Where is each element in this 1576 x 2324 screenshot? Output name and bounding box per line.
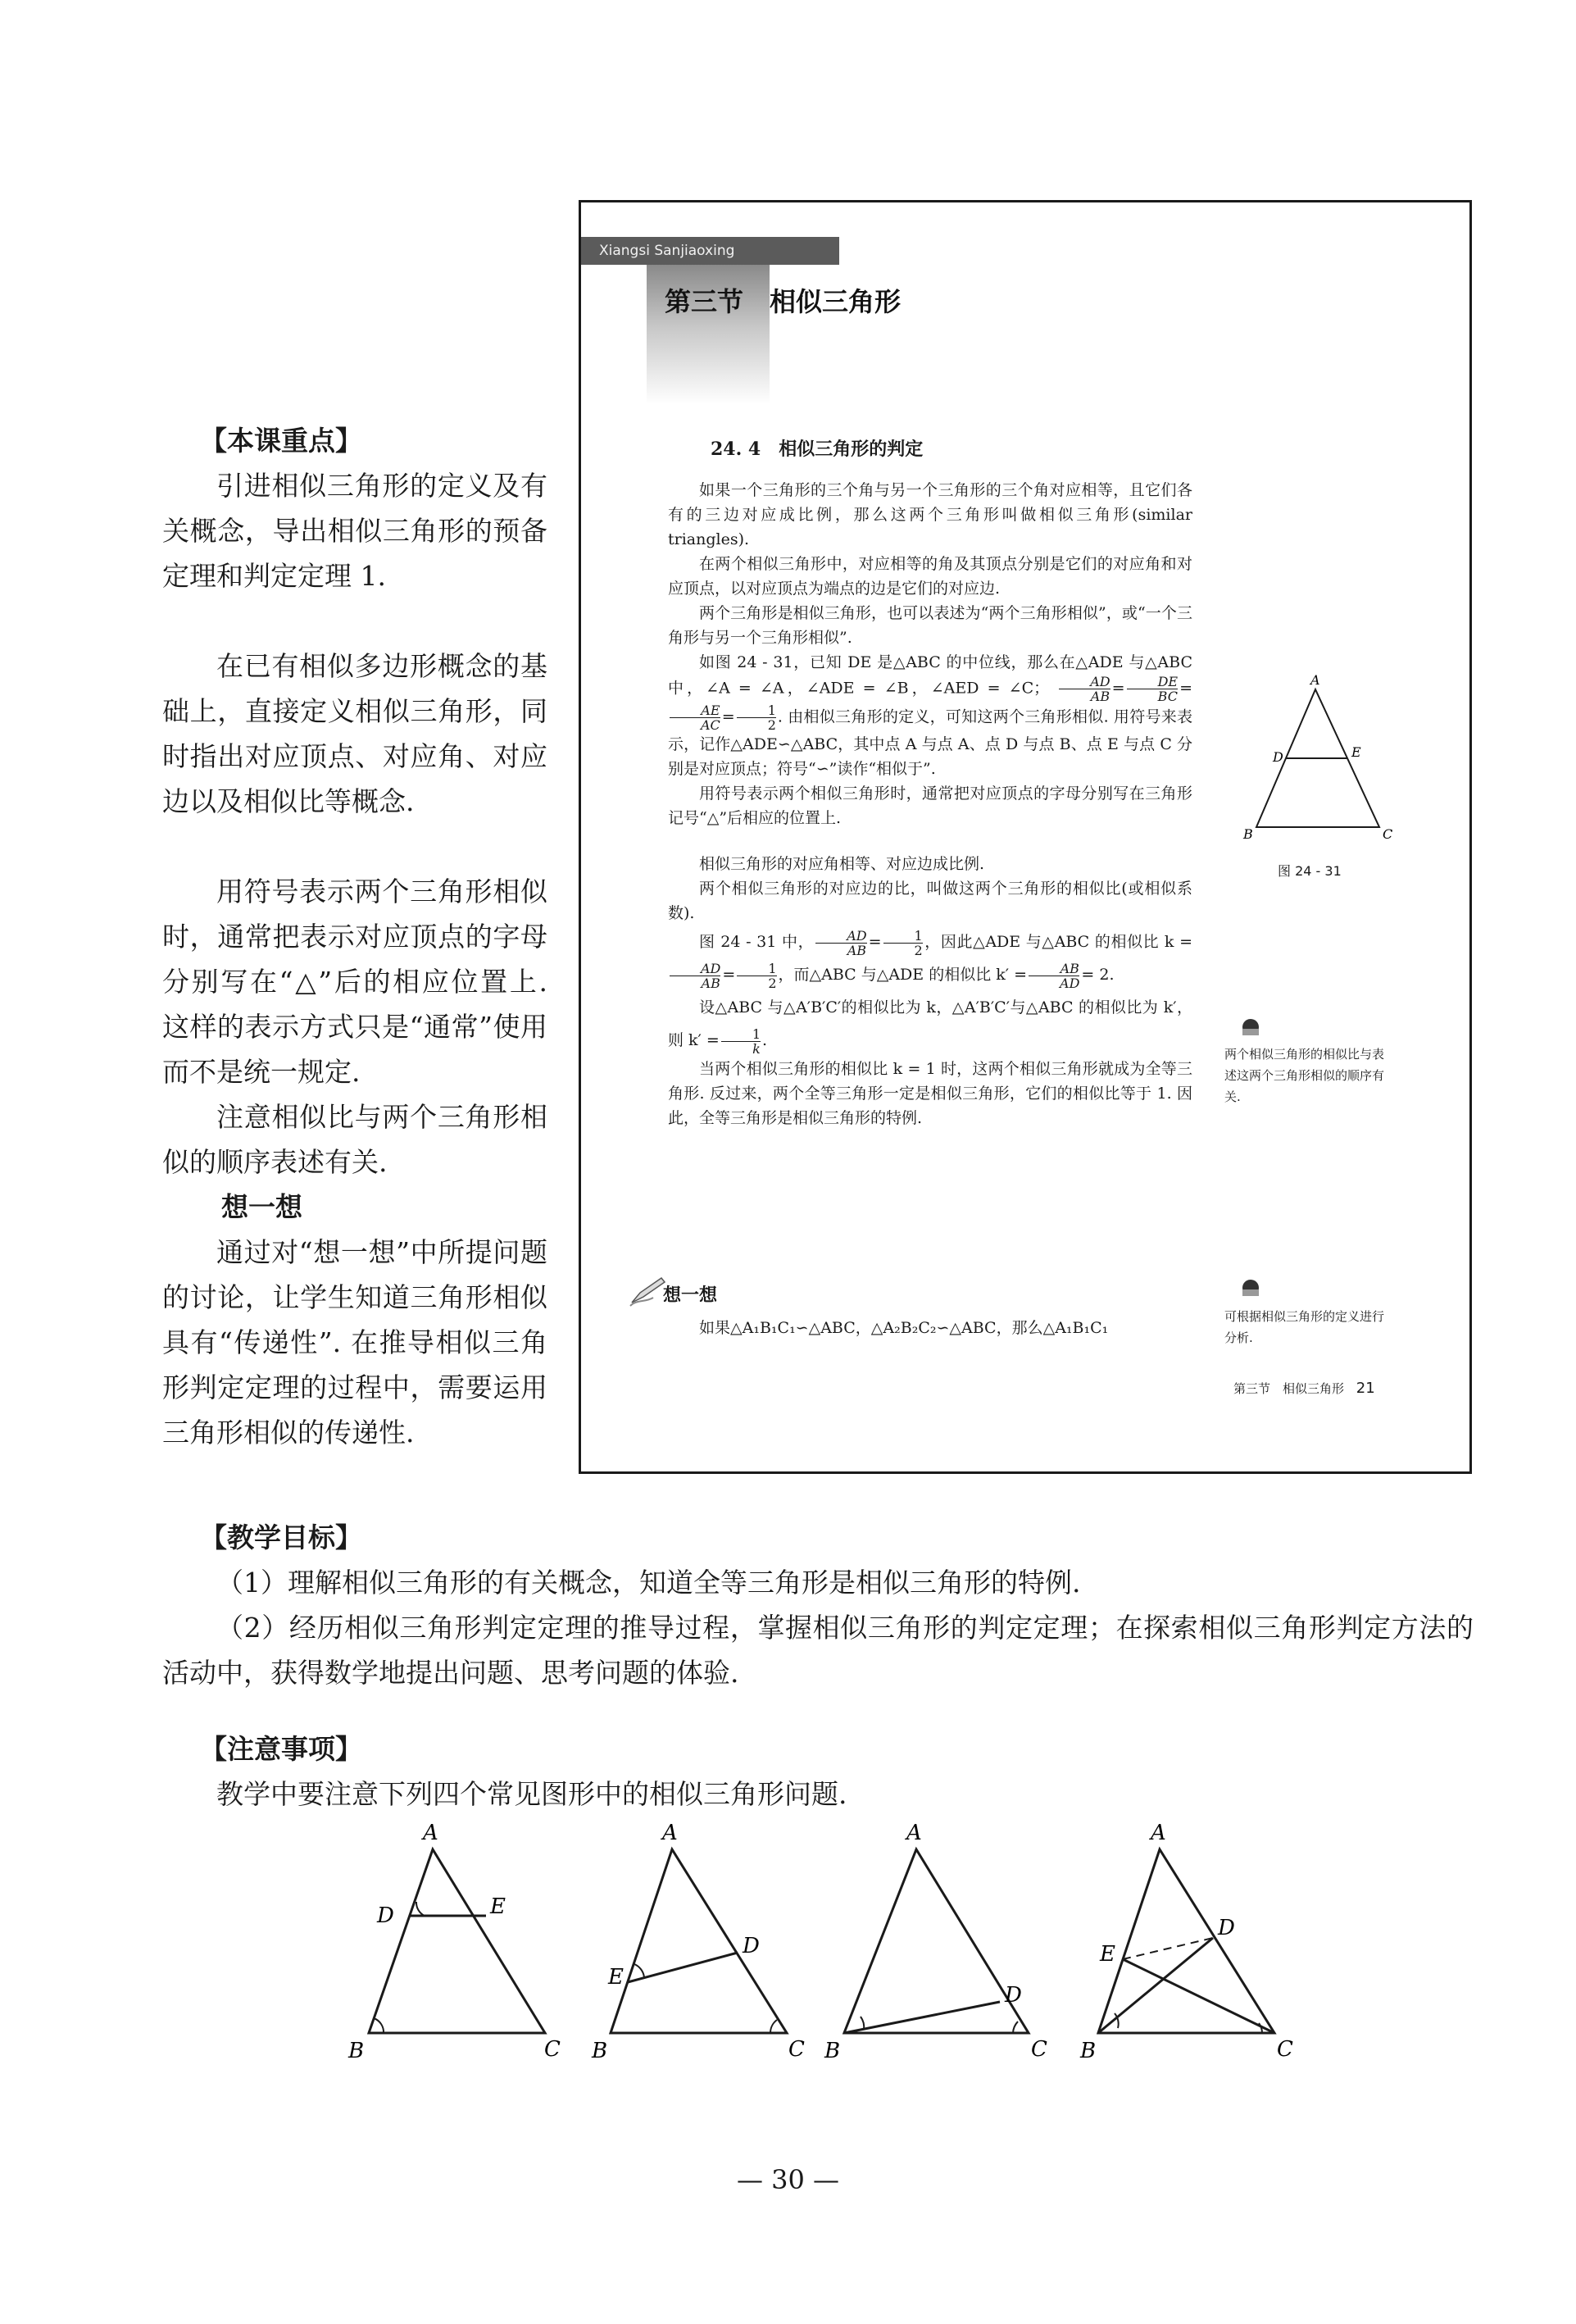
fraction-one-half: $\frac{1}{2}$ <box>737 703 776 732</box>
margin-note-2: 可根据相似三角形的定义进行分析. <box>1224 1309 1385 1345</box>
left-column <box>162 418 547 1455</box>
fig4-e: E <box>1100 1942 1115 1967</box>
four-figures <box>328 1820 1557 2090</box>
think-paragraph: 通过对“想一想”中所提问题的讨论，让学生知道三角形相似具有“传递性”. 在推导相似三角形判定定理的过程中，需要运用三角形相似的传递性. <box>162 1236 547 1449</box>
focus-paragraph-4: 注意相似比与两个三角形相似的顺序表述有关. <box>162 1101 547 1178</box>
fig1-e: E <box>490 1894 506 1919</box>
fig4-a: A <box>1151 1821 1166 1845</box>
focus-heading: 【本课重点】 <box>200 425 362 457</box>
vertex-e-label: E <box>1351 744 1361 760</box>
example-paragraph: 如图 24 - 31，已知 DE 是△ABC 的中位线，那么在△ADE 与△ABC 中，∠A = ∠A，∠ADE = ∠B，∠AED = ∠C； $\frac{AD}{AB}$ = $\frac{DE}{BC}$ = $\frac{AE}{AC}$ = $\frac{1}{2}$ . 由相似三角形的定义，可知这两个三角形相似. 用符号来表示，记作△ADE∽△ABC，其中点 A 与点 A、点 D 与点 B、点 E 与点 C 分别是对应顶点；符号“∽”读作“相似于”. <box>668 653 1192 778</box>
think-heading: 想一想 <box>221 1191 302 1223</box>
congruent-paragraph: 当两个相似三角形的相似比 k = 1 时，这两个相似三角形就成为全等三角形. 反过来，两个全等三角形一定是相似三角形，它们的相似比等于 1. 因此，全等三角形是相似三角形的特例. <box>668 1060 1192 1127</box>
fig2-a: A <box>662 1821 678 1845</box>
notes-heading: 【注意事项】 <box>200 1733 362 1765</box>
fig4-c: C <box>1277 2037 1293 2062</box>
section-title: 第三节 相似三角形 <box>665 286 902 317</box>
fraction-de-bc: $\frac{DE}{BC}$ <box>1127 675 1179 703</box>
expression-paragraph: 两个三角形是相似三角形，也可以表述为“两个三角形相似”，或“一个三角形与另一个三角形相似”. <box>668 604 1192 647</box>
fig4-d: D <box>1218 1916 1235 1940</box>
figure-3 <box>824 1821 1047 2063</box>
example-text-b: . 由相似三角形的定义，可知这两个三角形相似. 用符号来表示，记作△ADE∽△ABC，其中点 A 与点 A、点 D 与点 B、点 E 与点 C 分别是对应顶点；符号“∽”读作“相似于”. <box>668 707 1192 778</box>
focus-paragraph-3: 用符号表示两个三角形相似时，通常把表示对应顶点的字母分别写在“△”后的相应位置上. 这样的表示方式只是“通常”使用而不是统一规定. <box>162 875 547 1088</box>
inset-footer-text: 第三节 相似三角形 <box>1233 1381 1345 1396</box>
fraction-ae-ac: $\frac{AE}{AC}$ <box>670 703 720 732</box>
teaching-goals-section <box>162 1515 1474 1695</box>
property-paragraph: 相似三角形的对应角相等、对应边成比例. <box>699 855 985 873</box>
figure-4 <box>1079 1821 1293 2063</box>
notes-text: 教学中要注意下列四个常见图形中的相似三角形问题. <box>216 1778 847 1810</box>
goals-heading: 【教学目标】 <box>200 1521 362 1553</box>
fig1-d: D <box>377 1903 394 1928</box>
figure-caption: 图 24 - 31 <box>1278 863 1342 879</box>
definition-paragraph: 如果一个三角形的三个角与另一个三角形的三个角对应相等，且它们各有的三边对应成比例，那么这两个三角形叫做相似三角形(similar triangles). <box>668 481 1192 548</box>
vertex-a-label: A <box>1310 672 1320 688</box>
inset-page-number: 21 <box>1356 1380 1375 1397</box>
example-text-a: 如图 24 - 31，已知 DE 是△ABC 的中位线，那么在△ADE 与△ABC 中，∠A = ∠A，∠ADE = ∠B，∠AED = ∠C； <box>668 653 1192 698</box>
fig4-b: B <box>1080 2039 1097 2063</box>
note-icon-1 <box>1239 1016 1262 1037</box>
notation-paragraph: 用符号表示两个相似三角形时，通常把对应顶点的字母分别写在三角形记号“△”后相应的位置上. <box>668 785 1192 827</box>
goal-2: （2）经历相似三角形判定定理的推导过程，掌握相似三角形的判定定理；在探索相似三角形判定方法的活动中，获得数学地提出问题、思考问题的体验. <box>162 1612 1474 1689</box>
fig1-c: C <box>544 2037 561 2062</box>
pencil-icon <box>629 1275 666 1308</box>
vertex-b-label: B <box>1243 826 1253 842</box>
notes-section <box>162 1726 1474 1817</box>
goal-1: （1）理解相似三角形的有关概念，知道全等三角形是相似三角形的特例. <box>216 1567 1081 1599</box>
vertex-c-label: C <box>1383 826 1393 842</box>
pinyin-banner: Xiangsi Sanjiaoxing <box>581 237 839 265</box>
subsection-title: 24. 4 相似三角形的判定 <box>711 439 924 460</box>
think-title: 想一想 <box>663 1285 718 1306</box>
fig2-b: B <box>592 2039 608 2063</box>
correspondence-paragraph: 在两个相似三角形中，对应相等的角及其顶点分别是它们的对应角和对应顶点，以对应顶点为端点的边是它们的对应边. <box>668 555 1192 598</box>
fig1-a: A <box>423 1821 438 1845</box>
textbook-page-inset <box>579 200 1472 1474</box>
focus-paragraph-1: 引进相似三角形的定义及有关概念，导出相似三角形的预备定理和判定定理 1. <box>162 470 547 592</box>
inset-footer <box>1233 1380 1375 1397</box>
fig2-c: C <box>788 2037 805 2062</box>
ratio-example-paragraph: 图 24 - 31 中， $\frac{AD}{AB}$ = $\frac{1}{2}$ ，因此△ADE 与△ABC 的相似比 k = $\frac{AD}{AB}$ = $\frac{1}{2}$ ，而△ABC 与△ADE 的相似比 k′ = $\frac{AB}{AD}$ = 2. <box>668 926 1192 991</box>
reciprocal-paragraph: 设△ABC 与△A′B′C′的相似比为 k，△A′B′C′与△ABC 的相似比为 k′，则 k′ = $\frac{1}{k}$ . <box>668 998 1192 1057</box>
figure-2 <box>591 1821 805 2063</box>
fig3-b: B <box>824 2039 841 2063</box>
fig3-a: A <box>906 1821 922 1845</box>
think-question: 如果△A₁B₁C₁∽△ABC，△A₂B₂C₂∽△ABC，那么△A₁B₁C₁ <box>699 1319 1109 1337</box>
fig3-c: C <box>1031 2037 1047 2062</box>
note-icon-2 <box>1239 1276 1262 1298</box>
ratio-definition-paragraph: 两个相似三角形的对应边的比，叫做这两个三角形的相似比(或相似系数). <box>668 880 1192 922</box>
fig2-e: E <box>608 1965 624 1990</box>
focus-paragraph-2: 在已有相似多边形概念的基础上，直接定义相似三角形，同时指出对应顶点、对应角、对应边以及相似比等概念. <box>162 650 547 817</box>
fig2-d: D <box>743 1934 760 1958</box>
fig1-b: B <box>348 2039 365 2063</box>
margin-note-1: 两个相似三角形的相似比与表述这两个三角形相似的顺序有关. <box>1224 1047 1385 1104</box>
vertex-d-label: D <box>1273 749 1283 765</box>
fraction-ad-ab: $\frac{AD}{AB}$ <box>1059 675 1110 703</box>
fig3-d: D <box>1005 1983 1022 2008</box>
page-number: — 30 — <box>736 2164 840 2195</box>
figure-1 <box>347 1821 561 2063</box>
inset-body <box>668 478 1192 1130</box>
